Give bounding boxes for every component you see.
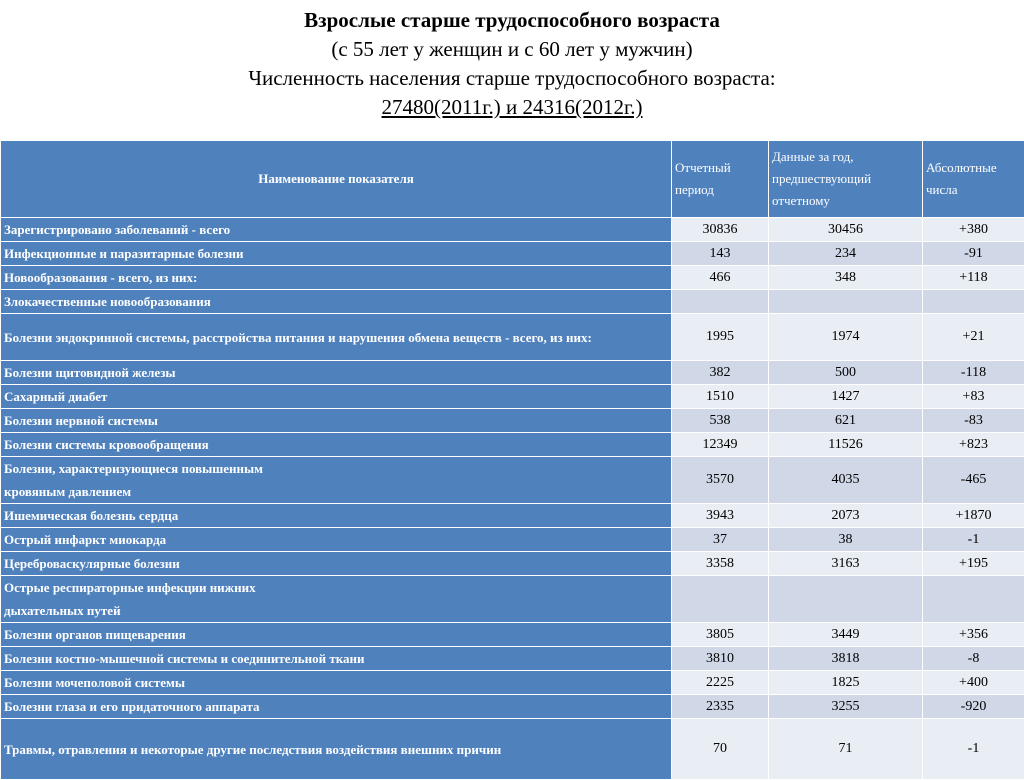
- table-row: [1, 576, 1024, 623]
- table-row: [1, 528, 1024, 552]
- header-period: Отчетный период: [672, 141, 769, 218]
- table-row: [1, 409, 1024, 433]
- cell-period: 2225: [672, 671, 769, 695]
- cell-period: 30836: [672, 218, 769, 242]
- row-label: Болезни, характеризующиеся повышенным кровяным давлением: [1, 457, 672, 504]
- table-row: [1, 457, 1024, 504]
- cell-period: 382: [672, 361, 769, 385]
- cell-period: 1510: [672, 385, 769, 409]
- table-row: [1, 361, 1024, 385]
- cell-abs: -1: [923, 719, 1024, 780]
- row-label: Зарегистрировано заболеваний - всего: [1, 218, 672, 242]
- row-label: Болезни нервной системы: [1, 409, 672, 433]
- slide-title: [0, 6, 1024, 122]
- cell-prev: 621: [769, 409, 923, 433]
- header-prev: Данные за год, предшествующий отчетному: [769, 141, 923, 218]
- cell-prev: 3163: [769, 552, 923, 576]
- cell-abs: +823: [923, 433, 1024, 457]
- row-label: Болезни эндокринной системы, расстройства питания и нарушения обмена веществ - всего, из них:: [1, 314, 672, 361]
- cell-abs: +400: [923, 671, 1024, 695]
- table-row: [1, 623, 1024, 647]
- row-label: Инфекционные и паразитарные болезни: [1, 242, 672, 266]
- cell-abs: +83: [923, 385, 1024, 409]
- cell-prev: 2073: [769, 504, 923, 528]
- row-label: Болезни мочеполовой системы: [1, 671, 672, 695]
- cell-abs: -83: [923, 409, 1024, 433]
- cell-abs: +1870: [923, 504, 1024, 528]
- cell-period: [672, 576, 769, 623]
- title-line-4: 27480(2011г.) и 24316(2012г.): [0, 93, 1024, 122]
- table-header-row: [1, 141, 1024, 218]
- cell-prev: 38: [769, 528, 923, 552]
- cell-prev: 3449: [769, 623, 923, 647]
- table-row: [1, 671, 1024, 695]
- row-label: Злокачественные новообразования: [1, 290, 672, 314]
- cell-abs: -1: [923, 528, 1024, 552]
- table-row: [1, 266, 1024, 290]
- cell-period: 3570: [672, 457, 769, 504]
- row-label: Новообразования - всего, из них:: [1, 266, 672, 290]
- table-row: [1, 647, 1024, 671]
- cell-prev: 4035: [769, 457, 923, 504]
- header-abs: Абсолютные числа: [923, 141, 1024, 218]
- cell-prev: [769, 576, 923, 623]
- row-label: Болезни органов пищеварения: [1, 623, 672, 647]
- row-label: Цереброваскулярные болезни: [1, 552, 672, 576]
- cell-prev: 1427: [769, 385, 923, 409]
- cell-abs: -8: [923, 647, 1024, 671]
- cell-period: 3943: [672, 504, 769, 528]
- cell-prev: 1974: [769, 314, 923, 361]
- cell-abs: -91: [923, 242, 1024, 266]
- cell-abs: +380: [923, 218, 1024, 242]
- cell-abs: [923, 576, 1024, 623]
- cell-period: [672, 290, 769, 314]
- cell-abs: +21: [923, 314, 1024, 361]
- cell-prev: 11526: [769, 433, 923, 457]
- row-label: Ишемическая болезнь сердца: [1, 504, 672, 528]
- cell-abs: -920: [923, 695, 1024, 719]
- cell-abs: -118: [923, 361, 1024, 385]
- table-row: [1, 385, 1024, 409]
- table-row: [1, 433, 1024, 457]
- table-row: [1, 695, 1024, 719]
- cell-abs: +195: [923, 552, 1024, 576]
- cell-period: 12349: [672, 433, 769, 457]
- cell-prev: 348: [769, 266, 923, 290]
- cell-prev: [769, 290, 923, 314]
- row-label: Острый инфаркт миокарда: [1, 528, 672, 552]
- cell-period: 70: [672, 719, 769, 780]
- table-row: [1, 504, 1024, 528]
- cell-period: 538: [672, 409, 769, 433]
- cell-period: 3805: [672, 623, 769, 647]
- cell-prev: 234: [769, 242, 923, 266]
- row-label: Болезни системы кровообращения: [1, 433, 672, 457]
- cell-period: 466: [672, 266, 769, 290]
- cell-period: 1995: [672, 314, 769, 361]
- row-label: Сахарный диабет: [1, 385, 672, 409]
- cell-prev: 30456: [769, 218, 923, 242]
- cell-prev: 500: [769, 361, 923, 385]
- table-row: [1, 552, 1024, 576]
- cell-period: 3810: [672, 647, 769, 671]
- table-row: [1, 290, 1024, 314]
- cell-abs: +356: [923, 623, 1024, 647]
- cell-prev: 1825: [769, 671, 923, 695]
- cell-abs: -465: [923, 457, 1024, 504]
- cell-period: 2335: [672, 695, 769, 719]
- cell-prev: 71: [769, 719, 923, 780]
- table-row: [1, 218, 1024, 242]
- row-label: Болезни глаза и его придаточного аппарата: [1, 695, 672, 719]
- title-line-1: Взрослые старше трудоспособного возраста: [0, 6, 1024, 35]
- cell-abs: [923, 290, 1024, 314]
- row-label: Острые респираторные инфекции нижних дыхательных путей: [1, 576, 672, 623]
- statistics-table: [0, 140, 1024, 780]
- cell-prev: 3818: [769, 647, 923, 671]
- header-name: Наименование показателя: [1, 141, 672, 218]
- title-line-3: Численность населения старше трудоспособного возраста:: [0, 64, 1024, 93]
- cell-period: 3358: [672, 552, 769, 576]
- cell-abs: +118: [923, 266, 1024, 290]
- row-label: Травмы, отравления и некоторые другие последствия воздействия внешних причин: [1, 719, 672, 780]
- row-label: Болезни костно-мышечной системы и соединительной ткани: [1, 647, 672, 671]
- cell-period: 37: [672, 528, 769, 552]
- table-row: [1, 242, 1024, 266]
- cell-period: 143: [672, 242, 769, 266]
- table-row: [1, 719, 1024, 780]
- row-label: Болезни щитовидной железы: [1, 361, 672, 385]
- title-line-2: (с 55 лет у женщин и с 60 лет у мужчин): [0, 35, 1024, 64]
- cell-prev: 3255: [769, 695, 923, 719]
- table-row: [1, 314, 1024, 361]
